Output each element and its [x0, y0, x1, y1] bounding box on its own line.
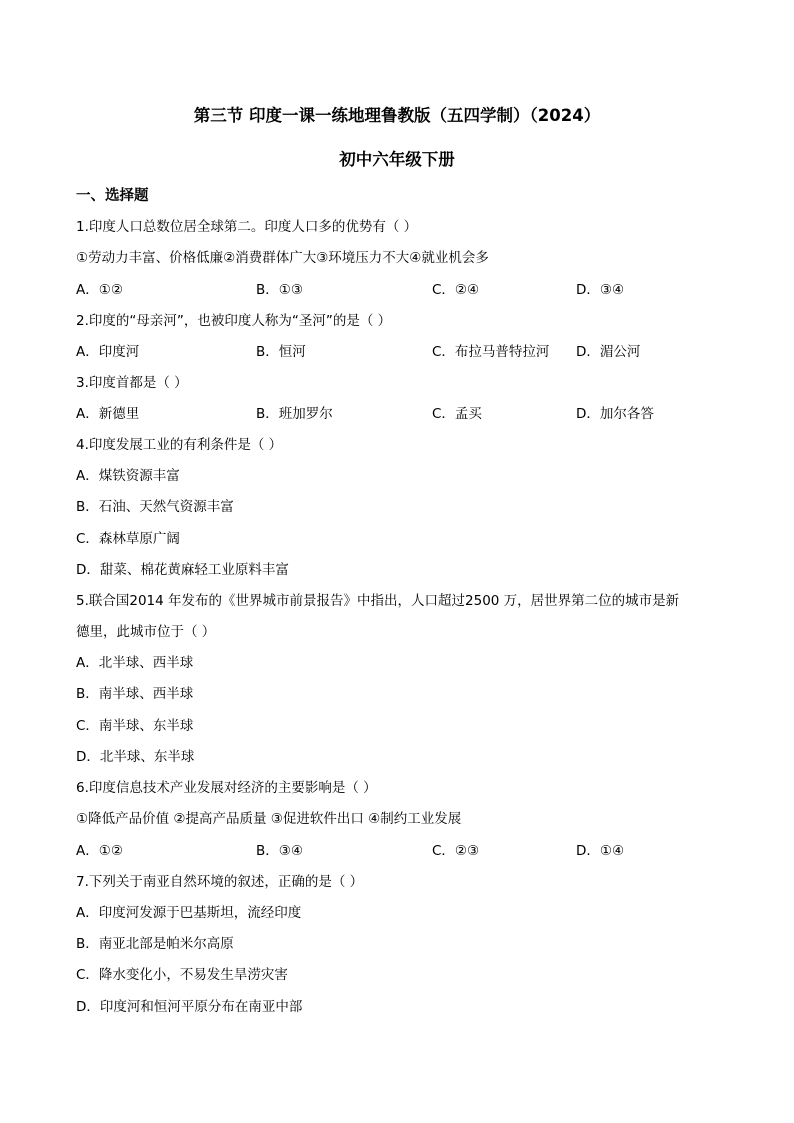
question-2-stem: 2.印度的“母亲河”，也被印度人称为“圣河”的是（ ）	[76, 313, 392, 329]
question-2-option-a[interactable]: A．印度河	[76, 344, 140, 360]
question-3-option-c[interactable]: C．孟买	[432, 406, 482, 422]
question-2-option-c[interactable]: C．布拉马普特拉河	[432, 344, 550, 360]
question-3-stem: 3.印度首都是（ ）	[76, 375, 188, 391]
question-1-option-d[interactable]: D．③④	[576, 282, 625, 298]
question-1-option-a[interactable]: A．①②	[76, 282, 123, 298]
question-4-stem: 4.印度发展工业的有利条件是（ ）	[76, 437, 283, 453]
question-1-option-c[interactable]: C．②④	[432, 282, 480, 298]
question-3-option-a[interactable]: A．新德里	[76, 406, 140, 422]
question-6-option-d[interactable]: D．①④	[576, 843, 625, 859]
question-7-option-b[interactable]: B．南亚北部是帕米尔高原	[76, 936, 234, 952]
question-5-option-a[interactable]: A．北半球、西半球	[76, 655, 194, 671]
document-title: 第三节 印度一课一练地理鲁教版（五四学制）（2024）	[193, 106, 601, 125]
question-6-items: ①降低产品价值 ②提高产品质量 ③促进软件出口 ④制约工业发展	[76, 811, 462, 827]
question-3-option-b[interactable]: B．班加罗尔	[256, 406, 333, 422]
question-4-option-c[interactable]: C．森林草原广阔	[76, 531, 180, 547]
question-6-option-c[interactable]: C．②③	[432, 843, 480, 859]
question-5-stem-continued: 德里，此城市位于（ ）	[76, 624, 216, 640]
question-1-items: ①劳动力丰富、价格低廉②消费群体广大③环境压力不大④就业机会多	[76, 250, 489, 266]
question-2-option-b[interactable]: B．恒河	[256, 344, 306, 360]
question-7-option-a[interactable]: A．印度河发源于巴基斯坦，流经印度	[76, 905, 302, 921]
question-1-stem: 1.印度人口总数位居全球第二。印度人口多的优势有（ ）	[76, 219, 418, 235]
question-1-options	[76, 280, 736, 300]
question-3-option-d[interactable]: D．加尔各答	[576, 406, 654, 422]
question-7-option-d[interactable]: D．印度河和恒河平原分布在南亚中部	[76, 999, 303, 1015]
question-4-option-d[interactable]: D．甜菜、棉花黄麻轻工业原料丰富	[76, 562, 289, 578]
question-5-option-b[interactable]: B．南半球、西半球	[76, 686, 194, 702]
question-6-options	[76, 841, 736, 861]
question-6-stem: 6.印度信息技术产业发展对经济的主要影响是（ ）	[76, 780, 377, 796]
question-2-options	[76, 342, 736, 362]
question-5-stem: 5.联合国2014 年发布的《世界城市前景报告》中指出，人口超过2500 万，居世界第二位的城市是新	[76, 593, 680, 609]
section-heading: 一、选择题	[76, 188, 149, 204]
question-1-option-b[interactable]: B．①③	[256, 282, 303, 298]
question-4-option-a[interactable]: A．煤铁资源丰富	[76, 468, 180, 484]
question-3-options	[76, 404, 736, 424]
question-7-option-c[interactable]: C．降水变化小，不易发生旱涝灾害	[76, 967, 288, 983]
question-5-option-c[interactable]: C．南半球、东半球	[76, 718, 194, 734]
question-7-stem: 7.下列关于南亚自然环境的叙述，正确的是（ ）	[76, 874, 364, 890]
question-6-option-b[interactable]: B．③④	[256, 843, 303, 859]
question-2-option-d[interactable]: D．湄公河	[576, 344, 641, 360]
question-5-option-d[interactable]: D．北半球、东半球	[76, 749, 195, 765]
document-subtitle: 初中六年级下册	[339, 150, 455, 169]
question-6-option-a[interactable]: A．①②	[76, 843, 123, 859]
question-4-option-b[interactable]: B．石油、天然气资源丰富	[76, 499, 234, 515]
